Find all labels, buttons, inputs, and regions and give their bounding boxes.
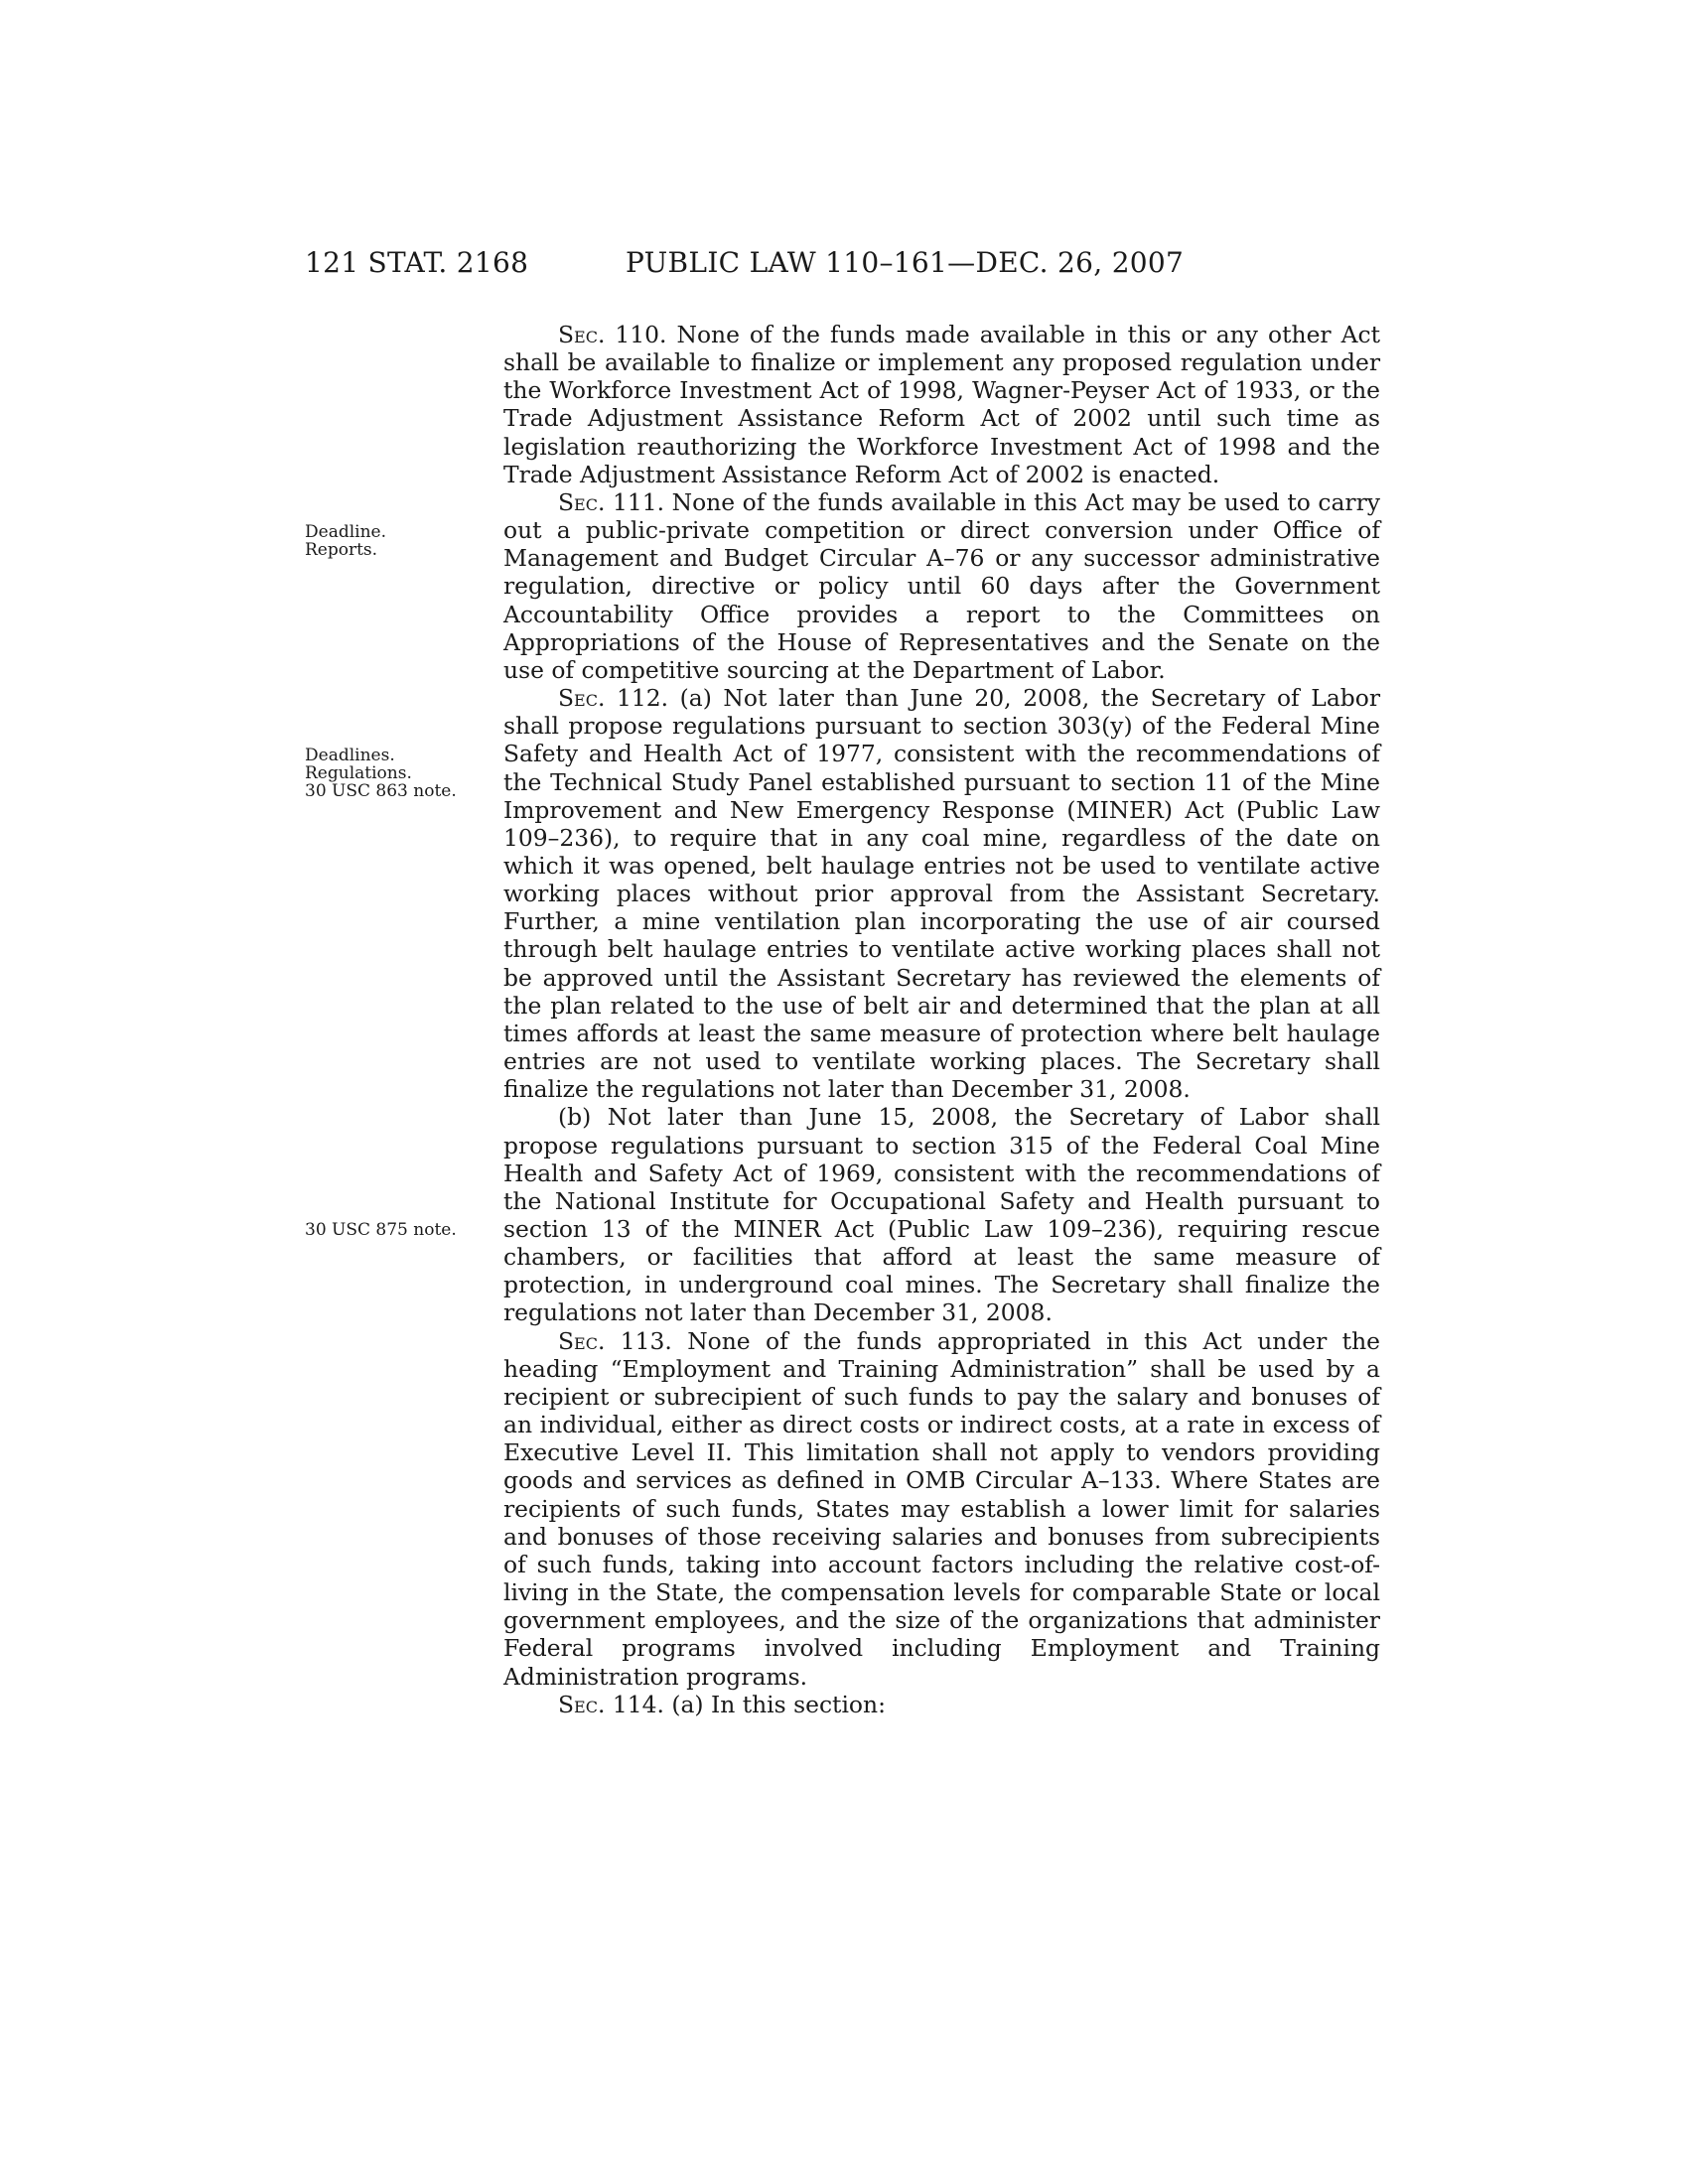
- margin-note-deadline-reports: [305, 523, 386, 559]
- margin-note-line: Deadline.: [305, 522, 386, 542]
- section-112-a-paragraph: [503, 684, 1380, 1103]
- paragraph-text: None of the funds appropriated in this Act under the heading “Employment and Training Administration” shall be used by a recipient or subrecipient of such funds to pay the salary and bonuses of an individual, either as direct costs or indirect costs, at a rate in excess of Executive Level II. This limitation shall not apply to vendors providing goods and services as defined in OMB Circular A–133. Where States are recipients of such funds, States may establish a lower limit for salaries and bonuses of those receiving salaries and bonuses from subrecipients of such funds, taking into account factors including the relative cost-of-living in the State, the compensation levels for comparable State or local government employees, and the size of the organizations that administer Federal programs involved including Employment and Training Administration programs.: [503, 1326, 1380, 1691]
- section-114-paragraph: [503, 1691, 1380, 1718]
- paragraph-text: (a) In this section:: [663, 1690, 886, 1718]
- section-label: Sec. 112.: [558, 684, 669, 713]
- margin-note-line: 30 USC 875 note.: [305, 1220, 457, 1240]
- margin-note-line: Regulations.: [305, 763, 412, 783]
- section-label: Sec. 114.: [558, 1690, 664, 1718]
- paragraph-text: None of the funds available in this Act may be used to carry out a public-private competition or direct conversion under Office of Management and Budget Circular A–76 or any successor administrative regulation, directive or policy until 60 days after the Government Accountability Office provides a report to the Committees on Appropriations of the House of Representatives and the Senate on the use of competitive sourcing at the Department of Labor.: [503, 487, 1380, 684]
- section-label: Sec. 113.: [558, 1326, 672, 1355]
- margin-notes: [305, 0, 503, 2184]
- margin-note-30-usc-875: [305, 1221, 457, 1239]
- stat-page-number: 121 STAT. 2168: [305, 246, 529, 279]
- margin-note-line: Deadlines.: [305, 746, 395, 765]
- body-text: [503, 321, 1380, 1718]
- section-110-paragraph: [503, 321, 1380, 488]
- section-label: Sec. 111.: [558, 487, 665, 516]
- running-head: PUBLIC LAW 110–161—DEC. 26, 2007: [626, 246, 1185, 279]
- section-111-paragraph: [503, 488, 1380, 684]
- paragraph-text: None of the funds made available in this or any other Act shall be available to finalize or implement any proposed regulation under the Workforce Investment Act of 1998, Wagner-Peyser Act of 1933, or the Trade Adjustment Assistance Reform Act of 2002 until such time as legislation reauthorizing the Workforce Investment Act of 1998 and the Trade Adjustment Assistance Reform Act of 2002 is enacted.: [503, 321, 1380, 488]
- section-112-b-paragraph: [503, 1103, 1380, 1326]
- margin-note-line: 30 USC 863 note.: [305, 781, 457, 801]
- paragraph-text: (b) Not later than June 15, 2008, the Secretary of Labor shall propose regulations pursuant to section 315 of the Federal Coal Mine Health and Safety Act of 1969, consistent with the recommendations of the National Institute for Occupational Safety and Health pursuant to section 13 of the MINER Act (Public Law 109–236), requiring rescue chambers, or facilities that afford at least the same measure of protection, in underground coal mines. The Secretary shall finalize the regulations not later than December 31, 2008.: [503, 1103, 1380, 1327]
- margin-note-line: Reports.: [305, 540, 378, 560]
- margin-note-deadlines-regulations: [305, 747, 457, 800]
- paragraph-text: (a) Not later than June 20, 2008, the Secretary of Labor shall propose regulations pursuant to section 303(y) of the Federal Mine Safety and Health Act of 1977, consistent with the recommendations of the Technical Study Panel established pursuant to section 11 of the Mine Improvement and New Emergency Response (MINER) Act (Public Law 109–236), to require that in any coal mine, regardless of the date on which it was opened, belt haulage entries not be used to ventilate active working places without prior approval from the Assistant Secretary. Further, a mine ventilation plan incorporating the use of air coursed through belt haulage entries to ventilate active working places shall not be approved until the Assistant Secretary has reviewed the elements of the plan related to the use of belt air and determined that the plan at all times affords at least the same measure of protection where belt haulage entries are not used to ventilate working places. The Secretary shall finalize the regulations not later than December 31, 2008.: [503, 684, 1380, 1104]
- section-label: Sec. 110.: [558, 321, 667, 348]
- page-header: [0, 246, 1688, 286]
- section-113-paragraph: [503, 1327, 1380, 1691]
